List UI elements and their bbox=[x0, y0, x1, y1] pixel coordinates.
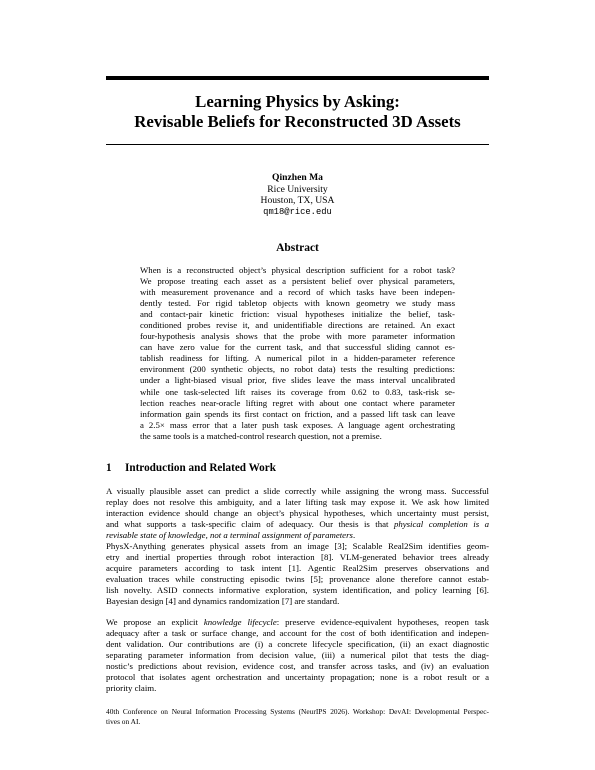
paragraph-line: adequacy after a task or surface change, and account for the cost of both identification and indepen- bbox=[106, 628, 489, 639]
paragraph-line bbox=[106, 617, 489, 628]
abstract-line: conditioned probes revise it, and unidentifiable directions are retained. An exact bbox=[140, 320, 455, 331]
title-line-2: Revisable Beliefs for Reconstructed 3D Assets bbox=[134, 112, 461, 131]
abstract-line: dently tested. For rigid tabletop objects with known geometry we study mass bbox=[140, 298, 455, 309]
paper-title bbox=[80, 92, 515, 132]
abstract-heading: Abstract bbox=[276, 242, 319, 254]
title-bottom-rule bbox=[106, 144, 489, 145]
paragraph-line: separating parameter information from decision value, (iii) a numerical pilot that tests the diag- bbox=[106, 650, 489, 661]
section-title: Introduction and Related Work bbox=[125, 462, 276, 474]
paragraph-text: . bbox=[352, 530, 356, 541]
abstract-line: information gain spends its first contact on friction, and a passed lift task can leave bbox=[140, 408, 455, 419]
paragraph-text: We propose an explicit bbox=[106, 617, 204, 627]
abstract-line: with measurement provenance and a record of which tasks have been indepen- bbox=[140, 287, 455, 298]
author-affiliation: Rice University bbox=[267, 183, 328, 195]
paragraph-line: nostic’s predictions about revision, evidence cost, and transfer across tasks, and (iv) an evaluation bbox=[106, 661, 489, 672]
abstract-line: a 2.5× mass error that a later push task exposes. A language agent orchestrating bbox=[140, 419, 455, 430]
paragraph-line: protocol that isolates agent orchestration and uncertainty propagation; none is a robot result or a bbox=[106, 672, 489, 683]
title-top-rule bbox=[106, 76, 489, 80]
paragraph-line: acquire parameters according to task intent [1]. Agentic Real2Sim preserves observations and bbox=[106, 563, 489, 574]
abstract-line: lection reaches near-oracle lifting regret with about one contact where parameter bbox=[140, 397, 455, 408]
author-name: Qinzhen Ma bbox=[272, 172, 323, 183]
paragraph-line bbox=[106, 530, 489, 541]
paragraph-line: evaluation traces while constructing episodic twins [5]; provenance alone therefore cannot estab- bbox=[106, 574, 489, 585]
abstract-line: while one task-selected lift raises its coverage from 0.62 to 0.83, task-risk se- bbox=[140, 386, 455, 397]
intro-paragraph-1 bbox=[106, 486, 489, 541]
footnote-line: tives on AI. bbox=[106, 716, 141, 726]
paragraph-text: and what supports a task-specific claim of adequacy. Our thesis is that bbox=[106, 519, 394, 530]
paragraph-line: interaction evidence should change an object’s physical hypotheses, which uncertainty must persist, bbox=[106, 508, 489, 519]
abstract-line: under a light-biased visual prior, five slides leave the mass interval uncalibrated bbox=[140, 375, 455, 386]
paragraph-line: A visually plausible asset can predict a slide correctly while assigning the wrong mass. Successful bbox=[106, 486, 489, 496]
author-email: qm18@rice.edu bbox=[263, 206, 332, 217]
paragraph-line: PhysX-Anything generates physical assets from an image [3]; Scalable Real2Sim identifies geom- bbox=[106, 541, 489, 551]
author-location: Houston, TX, USA bbox=[260, 195, 335, 206]
paragraph-line: dent validation. Our contributions are (i) a concrete lifecycle specification, (ii) an exact diagnostic bbox=[106, 639, 489, 650]
intro-paragraph-3 bbox=[106, 617, 489, 694]
paragraph-line: lish novelty. ASID connects informative exploration, system identification, and policy learning [6]. bbox=[106, 585, 489, 596]
abstract-body bbox=[140, 265, 455, 442]
conference-footnote bbox=[106, 707, 489, 726]
author-block bbox=[180, 172, 415, 218]
title-line-1: Learning Physics by Asking: bbox=[195, 92, 400, 111]
emphasis-text: revisable state of knowledge, not a terminal assignment of parameters bbox=[106, 530, 353, 541]
paragraph-line bbox=[106, 519, 489, 530]
intro-paragraph-2 bbox=[106, 541, 489, 607]
abstract-line: and contact-pair kinetic friction: visual hypotheses initialize the belief, task- bbox=[140, 309, 455, 320]
footnote-line: 40th Conference on Neural Information Processing Systems (NeurIPS 2026). Workshop: DevAI: Developmental Perspec- bbox=[106, 707, 489, 716]
abstract-line: We propose treating each asset as a persistent belief over physical parameters, bbox=[140, 276, 455, 287]
emphasis-text: knowledge lifecycle bbox=[203, 617, 277, 627]
paragraph-text: : preserve evidence-equivalent hypotheses, reopen task bbox=[276, 617, 489, 627]
paragraph-line: Bayesian design [4] and dynamics randomization [7] are standard. bbox=[106, 596, 340, 607]
section-number: 1 bbox=[106, 462, 112, 474]
emphasis-text: physical completion is a bbox=[393, 519, 489, 530]
section-heading bbox=[106, 461, 489, 475]
paragraph-line: replay does not resolve this ambiguity, and a later lifting task may expose it. We ask how limited bbox=[106, 497, 489, 508]
abstract-line: can have zero value for the current task, and that successful sliding cannot es- bbox=[140, 342, 455, 353]
abstract-line: four-hypothesis analysis shows that the probe with more parameter information bbox=[140, 331, 455, 342]
paragraph-line: priority claim. bbox=[106, 683, 157, 694]
abstract-line: tablish readiness for lifting. A numerical pilot in a hidden-parameter reference bbox=[140, 353, 455, 364]
abstract-line: When is a reconstructed object’s physical description sufficient for a robot task? bbox=[140, 265, 455, 275]
abstract-line: environment (200 synthetic objects, no robot data) tests the resulting predictions: bbox=[140, 364, 455, 375]
abstract-line: the same tools is a matched-control research question, not a premise. bbox=[140, 430, 382, 441]
paragraph-line: etry and inertial properties through robot interaction [8]. VLM-generated behavior trees already bbox=[106, 552, 489, 563]
